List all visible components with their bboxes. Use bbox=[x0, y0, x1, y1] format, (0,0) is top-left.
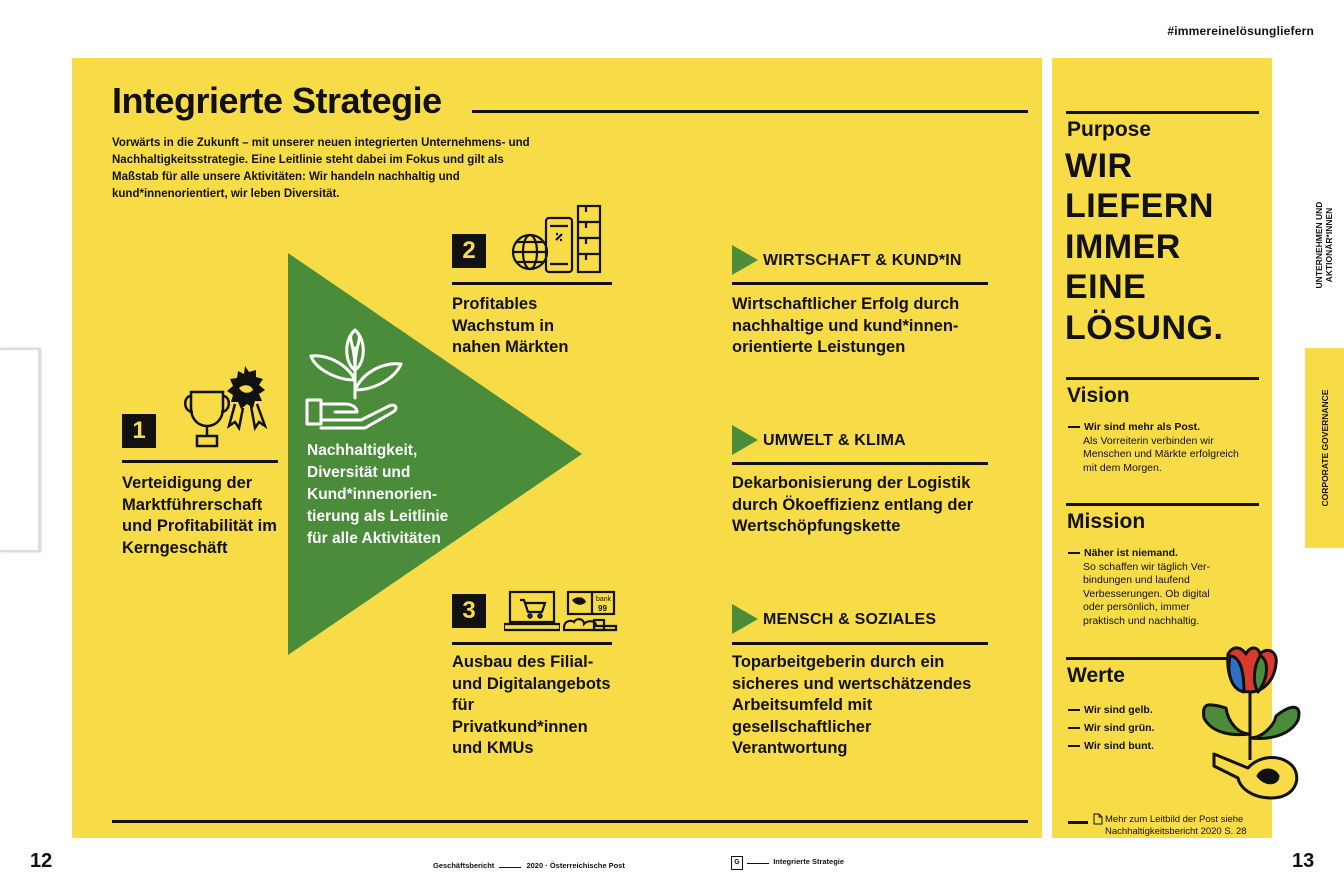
footnote-line-2: Nachhaltigkeitsbericht 2020 S. 28 bbox=[1105, 826, 1247, 837]
left-page-edge-tab bbox=[0, 348, 40, 552]
footnote-line-1: Mehr zum Leitbild der Post siehe bbox=[1105, 814, 1244, 825]
plant-hand-icon bbox=[305, 328, 405, 433]
document-icon bbox=[1093, 813, 1103, 825]
step-1-number: 1 bbox=[122, 414, 156, 448]
footer-right bbox=[731, 856, 844, 870]
flower-posthorn-icon bbox=[1198, 642, 1310, 804]
purpose-line-3: IMMER bbox=[1065, 228, 1181, 266]
pillar-1-flag-icon bbox=[732, 245, 758, 275]
bank-number: 99 bbox=[598, 604, 607, 613]
werte-item-2: Wir sind grün. bbox=[1084, 722, 1155, 734]
pillar-3-flag-icon bbox=[732, 604, 758, 634]
pillar-1-title: WIRTSCHAFT & KUND*IN bbox=[763, 252, 962, 269]
page-title: Integrierte Strategie bbox=[112, 80, 442, 121]
purpose-line-4: EINE bbox=[1065, 268, 1147, 306]
step-1-text: Verteidigung der Marktführerschaft und Profitabilität im Kerngeschäft bbox=[122, 474, 277, 557]
purpose-line-1: WIR bbox=[1065, 147, 1133, 185]
pillar-3-title: MENSCH & SOZIALES bbox=[763, 611, 937, 628]
step-1-rule bbox=[122, 460, 278, 463]
g-icon: G bbox=[731, 856, 743, 870]
mission-title: Mission bbox=[1067, 510, 1146, 533]
pillar-2-title: UMWELT & KLIMA bbox=[763, 432, 906, 449]
mission-rule bbox=[1066, 503, 1259, 506]
pillar-1-rule bbox=[732, 282, 988, 285]
store-bank-icon bbox=[562, 590, 618, 632]
footer-section: Integrierte Strategie bbox=[773, 857, 845, 866]
dash-icon bbox=[1068, 727, 1080, 729]
dash-icon bbox=[1068, 426, 1080, 428]
step-2-text: Profitables Wachstum in nahen Märkten bbox=[452, 295, 569, 356]
tab-unternehmen[interactable] bbox=[1304, 170, 1344, 320]
pillar-3-rule bbox=[732, 642, 988, 645]
dash-icon bbox=[1068, 552, 1080, 554]
dash-icon bbox=[1068, 745, 1080, 747]
pillar-2-rule bbox=[732, 462, 988, 465]
hashtag: #immereinelösungliefern bbox=[1167, 24, 1314, 38]
main-bottom-rule bbox=[112, 820, 1028, 823]
leitlinie-text: Nachhaltigkeit, Diversität und Kund*innenorientierung als Leitlinie für alle Aktivitäten bbox=[307, 442, 449, 547]
dash-icon bbox=[1068, 709, 1080, 711]
pillar-2-text: Dekarbonisierung der Logistik durch Ökoeffizienz entlang der Wertschöpfungskette bbox=[732, 474, 974, 535]
step-2-number: 2 bbox=[452, 234, 486, 268]
vision-bold: Wir sind mehr als Post. bbox=[1084, 421, 1201, 433]
step-2-rule bbox=[452, 282, 612, 285]
trophy-award-icon bbox=[183, 364, 269, 452]
footer-year-company: 2020 · Österreichische Post bbox=[526, 861, 625, 870]
page-number-right: 13 bbox=[1292, 850, 1315, 872]
intro-text: Vorwärts in die Zukunft – mit unserer neuen integrierten Unternehmens- und Nachhaltigkeitsstrategie. Eine Leitlinie steht dabei im Fokus und gilt als Maßstab für alle unsere Aktivitäten: Wir handeln nachhaltig und kund*innenorientiert, wir leben Diversität. bbox=[112, 137, 530, 200]
page-number-left: 12 bbox=[30, 850, 53, 872]
step-3-rule bbox=[452, 642, 612, 645]
werte-item-1: Wir sind gelb. bbox=[1084, 704, 1153, 716]
tab-unternehmen-label-2: AKTIONÄR*INNEN bbox=[1324, 207, 1334, 283]
footnote-text bbox=[1105, 814, 1247, 838]
mission-text: So schaffen wir täglich Verbindungen und laufend Verbesserungen. Ob digital oder persönlich, immer praktisch und nachhaltig. bbox=[1083, 560, 1211, 627]
purpose-rule bbox=[1066, 111, 1259, 114]
pillar-2-flag-icon bbox=[732, 425, 758, 455]
footnote-dash bbox=[1068, 821, 1088, 824]
werte-title: Werte bbox=[1067, 664, 1125, 687]
globe-phone-boxes-icon bbox=[510, 204, 606, 274]
bank-label: bank bbox=[596, 596, 612, 603]
vision-rule bbox=[1066, 377, 1259, 380]
purpose-line-5: LÖSUNG. bbox=[1065, 309, 1224, 347]
step-3-text: Ausbau des Filial- und Digitalangebots für Privatkund*innen und KMUs bbox=[452, 653, 611, 757]
purpose-line-2: LIEFERN bbox=[1065, 187, 1214, 225]
vision-text: Als Vorreiterin verbinden wir Menschen und Märkte erfolgreich mit dem Morgen. bbox=[1083, 434, 1239, 474]
pillar-3-text: Toparbeitgeberin durch ein sicheres und wertschätzendes Arbeitsumfeld mit gesellschaftlicher Verantwortung bbox=[732, 653, 972, 757]
tab-unternehmen-label-1: UNTERNEHMEN UND bbox=[1314, 201, 1324, 289]
mission-bold: Näher ist niemand. bbox=[1084, 547, 1178, 559]
purpose-title: Purpose bbox=[1067, 118, 1152, 141]
laptop-cart-icon bbox=[504, 590, 560, 632]
title-rule bbox=[472, 110, 1028, 113]
footer-report: Geschäftsbericht bbox=[433, 861, 495, 870]
vision-block bbox=[1068, 421, 1248, 475]
werte-list bbox=[1068, 701, 1155, 755]
footer-left bbox=[433, 861, 625, 870]
werte-item-3: Wir sind bunt. bbox=[1084, 740, 1154, 752]
tab-corporate-governance-label: CORPORATE GOVERNANCE bbox=[1320, 389, 1330, 507]
step-3-number: 3 bbox=[452, 594, 486, 628]
pillar-1-text: Wirtschaftlicher Erfolg durch nachhaltige und kund*innenorientierte Leistungen bbox=[732, 295, 960, 356]
tab-corporate-governance[interactable] bbox=[1305, 348, 1344, 548]
mission-block bbox=[1068, 547, 1228, 628]
vision-title: Vision bbox=[1067, 384, 1130, 407]
